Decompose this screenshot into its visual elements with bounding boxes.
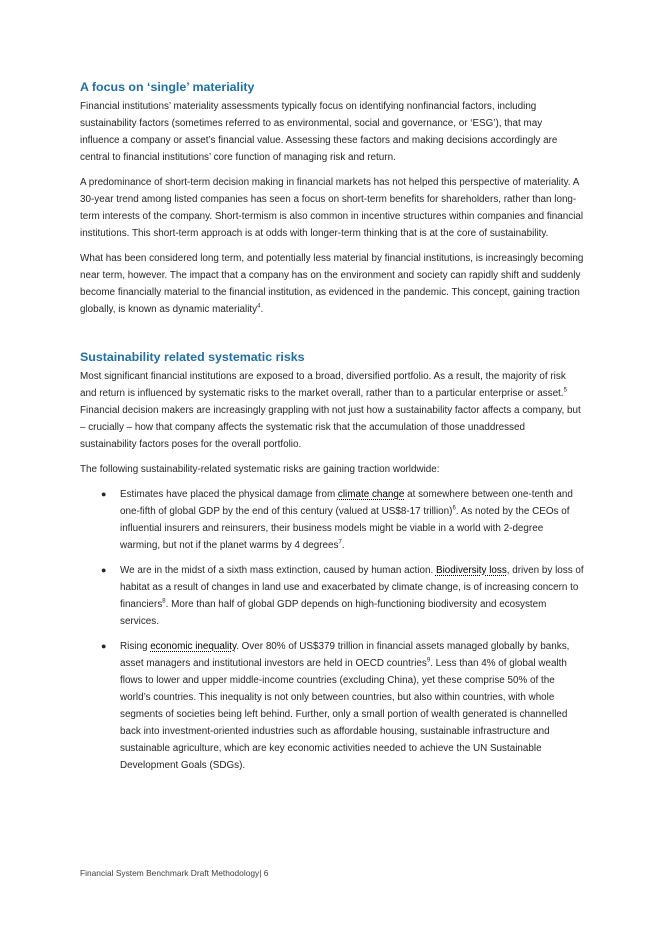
list-text: Rising [120, 641, 151, 652]
footnote-ref[interactable]: 6 [452, 505, 456, 512]
paragraph-text: Financial decision makers are increasingly grappling with not just how a sustainability factor affects a company, but – crucially – how that company affects the systematic risk that the accumulation of those unaddressed sustainability factors poses for the overall portfolio. [80, 405, 581, 450]
footer-separator: | [259, 868, 264, 878]
footnote-ref[interactable]: 5 [563, 387, 567, 394]
paragraph: A predominance of short-term decision making in financial markets has not helped this perspective of materiality. A 30-year trend among listed companies has seen a focus on short-term benefits for shareholders, rather than long-term interests of the company. Short-termism is also common in incentive structures within companies and financial institutions. This short-term approach is at odds with longer-term thinking that is at the core of sustainability. [80, 177, 584, 239]
list-text: . Over 80% of US$379 trillion in financial assets managed globally by banks, asset managers and institutional investors are held in OECD countries [120, 641, 570, 669]
keyword-link[interactable]: climate change [337, 489, 405, 500]
list-text: . Less than 4% of global wealth flows to lower and upper middle-income countries (excluding China), yet these comprise 50% of the world’s countries. This inequality is not only between countries, but also within countries, with whole segments of societies being left behind. Further, only a small portion of wealth generated is channelled back into investment-oriented industries such as affordable housing, sustainable infrastructure and sustainable agriculture, which are key economic activities needed to achieve the UN Sustainable Development Goals (SDGs). [120, 658, 568, 771]
page-number: 6 [263, 868, 269, 878]
section-heading-single-materiality: A focus on ‘single’ materiality [80, 80, 255, 94]
keyword-link[interactable]: Biodiversity loss [435, 565, 507, 576]
list-text: Estimates have placed the physical damage from [120, 489, 338, 500]
footnote-ref[interactable]: 8 [162, 598, 166, 605]
paragraph [80, 368, 584, 453]
risk-list [80, 486, 584, 774]
footnote-ref[interactable]: 4 [257, 303, 261, 310]
footnote-ref[interactable]: 9 [426, 657, 431, 664]
list-text: . [341, 540, 345, 551]
section-heading-systematic-risks: Sustainability related systematic risks [80, 350, 305, 364]
keyword-link[interactable]: economic inequality [150, 641, 237, 652]
list-item [80, 562, 584, 630]
list-text: . As noted by the CEOs of influential insurers and reinsurers, their business models might be viable in a world with 2-degree warming, but not if the planet warms by 4 degrees [120, 506, 570, 551]
footnote-ref[interactable]: 7 [338, 539, 342, 546]
page-footer [80, 868, 268, 878]
bullet-icon: ● [101, 565, 107, 575]
bullet-icon: ● [101, 641, 107, 651]
list-text: . More than half of global GDP depends on high-functioning biodiversity and ecosystem services. [120, 599, 547, 627]
footer-title: Financial System Benchmark Draft Methodology [80, 868, 260, 878]
paragraph [80, 250, 584, 318]
list-text: , driven by loss of habitat as a result of changes in land use and exacerbated by climate change, is of increasing concern to financiers [120, 565, 584, 610]
list-text: at somewhere between one-tenth and one-fifth of global GDP by the end of this century (valued at US$8-17 trillion) [120, 489, 573, 517]
bullet-icon: ● [101, 489, 107, 499]
paragraph-text: What has been considered long term, and potentially less material by financial institutions, is increasingly becoming near term, however. The impact that a company has on the environment and society can rapidly shift and suddenly become financially material to the financial institution, as evidenced in the pandemic. This concept, gaining traction globally, is known as dynamic materiality [80, 253, 584, 315]
paragraph: The following sustainability-related systematic risks are gaining traction worldwide: [80, 464, 440, 475]
document-page [80, 78, 584, 782]
paragraph: Financial institutions’ materiality assessments typically focus on identifying nonfinancial factors, including sustainability factors (sometimes referred to as environmental, social and governance, or ‘ESG’), that may influence a company or asset’s financial value. Assessing these factors and making decisions accordingly are central to financial institutions’ core function of managing risk and return. [80, 101, 558, 163]
paragraph-text: Most significant financial institutions are exposed to a broad, diversified portfolio. As a result, the majority of risk and return is influenced by systematic risks to the market overall, rather than to a particular enterprise or asset. [80, 371, 566, 399]
list-item [80, 486, 584, 554]
list-text: We are in the midst of a sixth mass extinction, caused by human action. [120, 565, 436, 576]
list-item [80, 638, 584, 774]
paragraph-text: . [260, 304, 264, 315]
